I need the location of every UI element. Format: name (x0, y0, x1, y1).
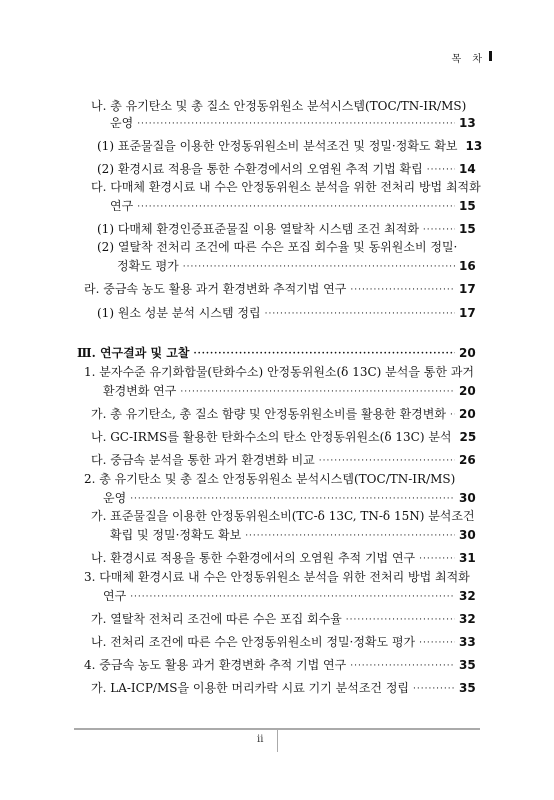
toc-entry[interactable] (84, 276, 476, 296)
toc-entry[interactable] (91, 401, 476, 421)
toc-entry[interactable] (110, 193, 476, 213)
toc-entry[interactable] (84, 652, 476, 672)
toc-entry-lead: 나. 총 유기탄소 및 총 질소 안정동위원소 분석시스템(TOC/TN-IR/MS) (91, 99, 467, 113)
toc-entry[interactable] (97, 156, 476, 176)
dot-leader (419, 637, 455, 649)
dot-leader (137, 118, 455, 130)
toc-entry-text: 정확도 평가 (117, 259, 179, 273)
toc-entry[interactable] (91, 447, 476, 467)
toc-page-number: 33 (459, 635, 476, 649)
toc-page-number: 30 (459, 491, 476, 505)
toc-page-number: 32 (459, 612, 476, 626)
toc-entry-text: 가. LA-ICP/MS을 이용한 머리카락 시료 기기 분석조건 정립 (91, 681, 410, 695)
dot-leader (183, 261, 455, 273)
header-label: 목 차 (451, 54, 486, 65)
toc-entry[interactable] (103, 378, 476, 398)
toc-entry-lead: 가. 표준물질을 이용한 안정동위원소비(TC-δ 13C, TN-δ 15N) 분석조건 (91, 509, 475, 523)
toc-entry[interactable] (97, 133, 483, 153)
toc-page-number: 20 (459, 346, 476, 360)
toc-entry-text: 다. 중금속 분석을 통한 과거 환경변화 비교 (91, 453, 315, 467)
dot-leader (423, 224, 455, 236)
toc-entry-text: (2) 환경시료 적용을 통한 수환경에서의 오염원 추적 기법 확립 (97, 162, 423, 176)
dot-leader (265, 308, 455, 320)
toc-entry-text: 가. 총 유기탄소, 총 질소 함량 및 안정동위원소비를 활용한 환경변화 (91, 407, 446, 421)
toc-entry-text: (1) 표준물질을 이용한 안정동위원소비 분석조건 및 정밀·정확도 확보 (97, 139, 458, 153)
toc-entry-lead: 1. 분자수준 유기화합물(탄화수소) 안정동위원소(δ 13C) 분석을 통한 과거 (84, 365, 474, 379)
toc-page-number: 16 (459, 259, 476, 273)
toc-entry-text: (1) 원소 성분 분석 시스템 정립 (97, 306, 261, 320)
toc-entry-text: 연구 (110, 199, 134, 213)
toc-entry-text: 4. 중금속 농도 활용 과거 환경변화 추적 기법 연구 (84, 658, 347, 672)
toc-entry[interactable] (117, 253, 476, 273)
toc-entry-text: 환경변화 연구 (103, 384, 177, 398)
toc-entry[interactable] (103, 583, 476, 603)
toc-page-number: 35 (459, 658, 476, 672)
dot-leader (346, 614, 455, 626)
toc-entry-text: 나. GC-IRMS를 활용한 탄화수소의 탄소 안정동위원소(δ 13C) 분석 (91, 430, 452, 444)
toc-page-number: 15 (459, 199, 476, 213)
toc-entry-text: 운영 (110, 116, 134, 130)
toc-entry[interactable] (91, 675, 476, 695)
dot-leader (450, 409, 455, 421)
toc-entry-text: 연구 (103, 589, 127, 603)
dot-leader (427, 164, 455, 176)
toc-entry-lead: 다. 다매체 환경시료 내 수은 안정동위원소 분석을 위한 전처리 방법 최적화 (91, 180, 481, 194)
toc-entry-text: 라. 중금속 농도 활용 과거 환경변화 추적기법 연구 (84, 282, 347, 296)
toc-page-number: 31 (459, 551, 476, 565)
toc-entry-text: 가. 열탈착 전처리 조건에 따른 수은 포집 회수율 (91, 612, 342, 626)
toc-entry[interactable] (97, 216, 476, 236)
toc-page-number: 35 (459, 681, 476, 695)
toc-page-number: 30 (459, 528, 476, 542)
header-mark-icon (489, 51, 492, 61)
dot-leader (193, 348, 455, 360)
toc-page-number: 32 (459, 589, 476, 603)
dot-leader (245, 530, 455, 542)
toc-entry-lead: (2) 열탈착 전처리 조건에 따른 수은 포집 회수율 및 동위원소비 정밀· (97, 240, 458, 254)
toc-entry[interactable] (103, 485, 476, 505)
toc-entry[interactable] (91, 545, 476, 565)
dot-leader (350, 660, 455, 672)
toc-page-number: 17 (459, 282, 476, 296)
toc-entry[interactable] (110, 110, 476, 130)
toc-page-number: 14 (459, 162, 476, 176)
toc-page-number: 15 (459, 222, 476, 236)
toc-entry-text: 확립 및 정밀·정확도 확보 (110, 528, 242, 542)
toc-entry[interactable] (97, 300, 476, 320)
dot-leader (180, 386, 455, 398)
dot-leader (130, 493, 455, 505)
dot-leader (419, 553, 455, 565)
footer-divider (277, 730, 278, 752)
toc-entry-text: Ⅲ. 연구결과 및 고찰 (77, 346, 190, 360)
dot-leader (137, 201, 455, 213)
toc-chapter[interactable] (77, 340, 476, 360)
dot-leader (350, 284, 455, 296)
toc-page-number: 13 (465, 139, 483, 153)
toc-page-number: 20 (459, 384, 476, 398)
toc-entry-lead: 3. 다매체 환경시료 내 수은 안정동위원소 분석을 위한 전처리 방법 최적화 (84, 570, 470, 584)
toc-page-number: 13 (459, 116, 476, 130)
toc-page-number: 26 (459, 453, 476, 467)
toc-entry[interactable] (110, 522, 476, 542)
dot-leader (319, 455, 455, 467)
toc-entry[interactable] (91, 606, 476, 626)
toc-entry-text: (1) 다매체 환경인증표준물질 이용 열탈착 시스템 조건 최적화 (97, 222, 419, 236)
toc-entry[interactable] (91, 424, 477, 444)
toc-page-number: 25 (459, 430, 477, 444)
toc-entry-lead: 2. 총 유기탄소 및 총 질소 안정동위원소 분석시스템(TOC/TN-IR/MS) (84, 472, 456, 486)
toc-entry-text: 운영 (103, 491, 127, 505)
footer-page-number: ii (257, 734, 264, 745)
toc-entry-text: 나. 전처리 조건에 따른 수은 안정동위원소비 정밀·정확도 평가 (91, 635, 416, 649)
dot-leader (130, 591, 455, 603)
toc-entry[interactable] (91, 629, 476, 649)
toc-page-number: 20 (459, 407, 476, 421)
toc-page-number: 17 (459, 306, 476, 320)
toc-entry-text: 나. 환경시료 적용을 통한 수환경에서의 오염원 추적 기법 연구 (91, 551, 416, 565)
dot-leader (413, 683, 455, 695)
